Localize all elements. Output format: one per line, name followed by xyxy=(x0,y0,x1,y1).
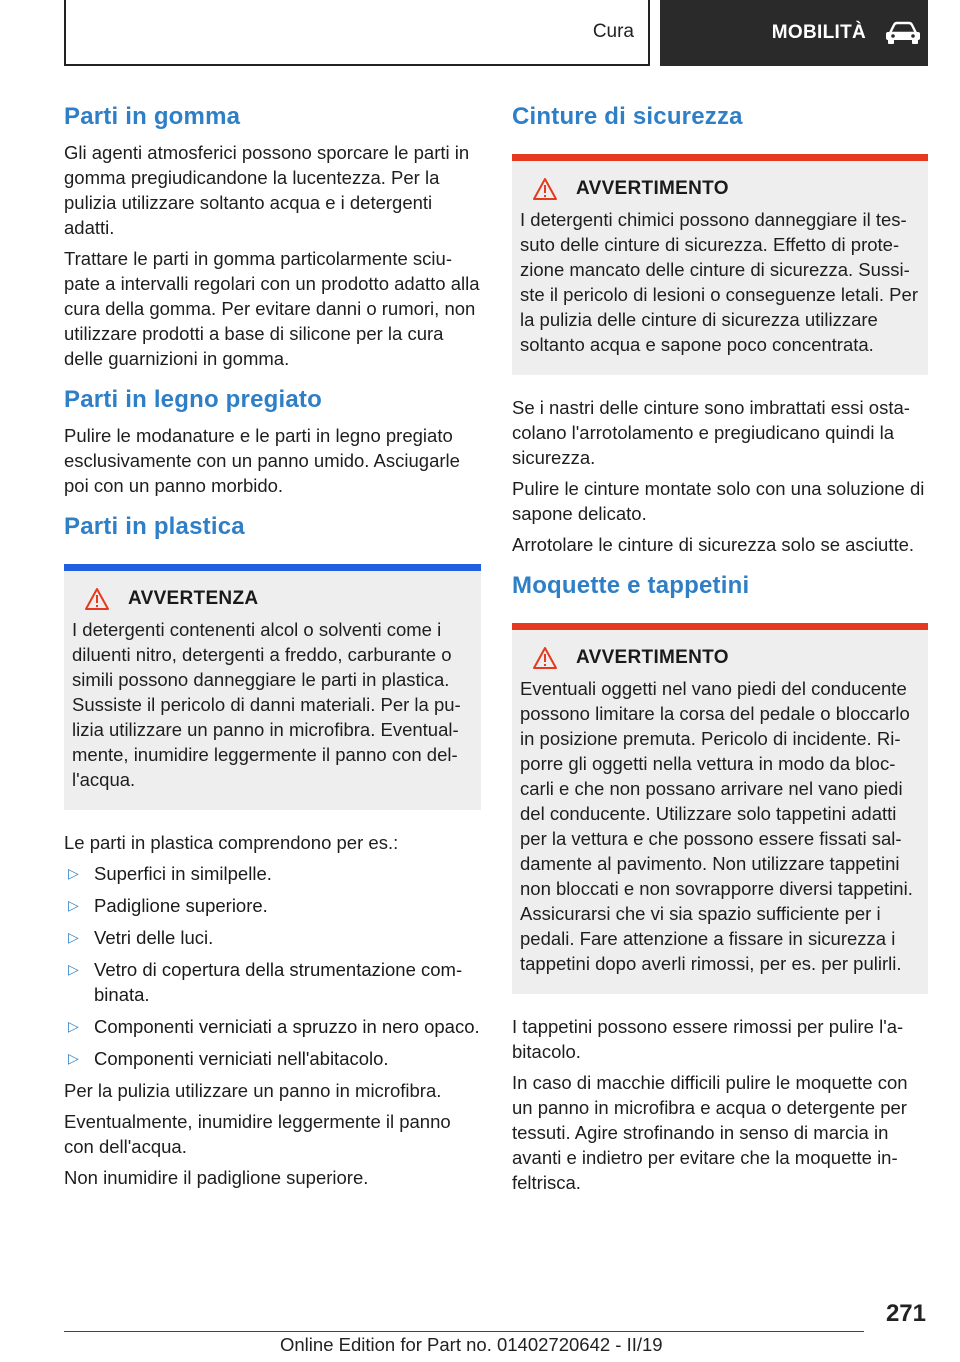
warning-text: I detergenti chimici possono danneggiare il tessuto delle cinture di sicurezza. Effetto di protezione mancato delle cinture di sicurezza. Sussiste il pericolo di lesioni o conseguenze letali. Per la pulizia delle cinture di sicurezza utilizzare soltanto acqua e sapone poco concentrata. xyxy=(520,209,918,355)
paragraph: Se i nastri delle cinture sono imbrattati essi ostacolano l'arrotolamento e pregiudicano quindi la sicurezza. xyxy=(512,397,910,468)
warning-box xyxy=(64,564,481,810)
section-plastica xyxy=(64,510,481,1190)
list-item: ▷ Padiglione superiore. xyxy=(68,895,268,916)
warning-title: AVVERTENZA xyxy=(128,588,259,609)
paragraph: Le parti in plastica comprendono per es.: xyxy=(64,832,399,853)
footer-edition: Online Edition for Part no. 01402720642 - II/19 xyxy=(280,1334,663,1355)
warning-triangle-icon xyxy=(532,646,558,670)
list xyxy=(64,861,481,1071)
heading-plastica: Parti in plastica xyxy=(64,513,245,540)
page-header xyxy=(64,0,928,66)
paragraph: Non inumidire il padiglione superiore. xyxy=(64,1167,369,1188)
warning-title: AVVERTIMENTO xyxy=(576,178,729,199)
triangle-bullet-icon: ▷ xyxy=(68,865,79,881)
warning-box xyxy=(512,154,928,375)
section-tab xyxy=(64,0,650,66)
heading-cinture: Cinture di sicurezza xyxy=(512,103,743,130)
right-column xyxy=(512,100,928,1207)
triangle-bullet-icon: ▷ xyxy=(68,961,79,977)
warning-box xyxy=(512,623,928,994)
list-item: ▷ Vetro di copertura della strumentazione combinata. xyxy=(68,959,463,1005)
warning-title: AVVERTIMENTO xyxy=(576,647,729,668)
chapter-tab xyxy=(660,0,928,66)
triangle-bullet-icon: ▷ xyxy=(68,1050,79,1066)
warning-text: I detergenti contenenti alcol o solventi come i diluenti nitro, detergenti a freddo, carburante o simili possono danneggiare le parti in plastica. Sussiste il pericolo di danni materiali. Per la pulizia utilizzare un panno in microfibra. Eventualmente, inumidire leggermente il panno con dell'acqua. xyxy=(72,619,461,790)
section-label: Cura xyxy=(592,21,634,42)
chapter-label: MOBILITÀ xyxy=(771,22,866,43)
list-item: ▷ Vetri delle luci. xyxy=(68,927,214,948)
paragraph: Gli agenti atmosferici possono sporcare le parti in gomma pregiudicandone la lucentezza. Per la pulizia utilizzare soltanto acqua e i detergenti adatti. xyxy=(64,142,470,238)
section-cinture xyxy=(512,100,928,557)
warning-text: Eventuali oggetti nel vano piedi del conducente possono limitare la corsa del pedale o bloccarlo in posizione premuta. Pericolo di incidente. Riporre gli oggetti nella vettura in modo da bloccarli e che non possano arrivare nel vano piedi del conducente. Utilizzare solo tappetini adatti per la vettura e che possono essere fissati saldamente al pavimento. Non utilizzare tappetini non bloccati e non sovrapporre diversi tappetini. Assicurarsi che vi sia spazio sufficiente per i pedali. Fare attenzione a fissare in sicurezza i tappetini dopo averli rimossi, per es. per pulirli. xyxy=(520,678,913,974)
paragraph: Per la pulizia utilizzare un panno in microfibra. xyxy=(64,1080,442,1101)
paragraph: Pulire le cinture montate solo con una soluzione di sapone delicato. xyxy=(512,478,925,524)
heading-moquette: Moquette e tappetini xyxy=(512,572,750,599)
heading-gomma: Parti in gomma xyxy=(64,103,241,130)
left-column xyxy=(64,100,481,1202)
paragraph: Arrotolare le cinture di sicurezza solo se asciutte. xyxy=(512,534,915,555)
paragraph: Trattare le parti in gomma particolarmente sciupate a intervalli regolari con un prodotto adatto alla cura della gomma. Per evitare danni o rumori, non utilizzare prodotti a base di silicone per la cura delle guarnizioni in gomma. xyxy=(64,248,480,369)
paragraph: Eventualmente, inumidire leggermente il panno con dell'acqua. xyxy=(64,1111,451,1157)
section-legno xyxy=(64,383,481,498)
list-item: ▷ Componenti verniciati nell'abitacolo. xyxy=(68,1048,389,1069)
section-moquette xyxy=(512,569,928,1195)
triangle-bullet-icon: ▷ xyxy=(68,1018,79,1034)
triangle-bullet-icon: ▷ xyxy=(68,897,79,913)
paragraph: I tappetini possono essere rimossi per pulire l'abitacolo. xyxy=(512,1016,904,1062)
section-gomma xyxy=(64,100,481,371)
footer-divider xyxy=(64,1331,864,1332)
list-item: ▷ Superfici in similpelle. xyxy=(68,863,272,884)
page-number: 271 xyxy=(885,1300,926,1327)
list-item: ▷ Componenti verniciati a spruzzo in nero opaco. xyxy=(68,1016,480,1037)
paragraph: In caso di macchie difficili pulire le moquette con un panno in microfibra e acqua o detergente per tessuti. Agire strofinando in senso di marcia in avanti e indietro per evitare che la moquette infeltrisca. xyxy=(512,1072,908,1193)
warning-triangle-icon xyxy=(532,177,558,201)
paragraph: Pulire le modanature e le parti in legno pregiato esclusivamente con un panno umido. Asciugarle poi con un panno morbido. xyxy=(64,425,460,496)
triangle-bullet-icon: ▷ xyxy=(68,929,79,945)
heading-legno: Parti in legno pregiato xyxy=(64,386,322,413)
warning-triangle-icon xyxy=(84,587,110,611)
car-icon xyxy=(884,21,922,45)
